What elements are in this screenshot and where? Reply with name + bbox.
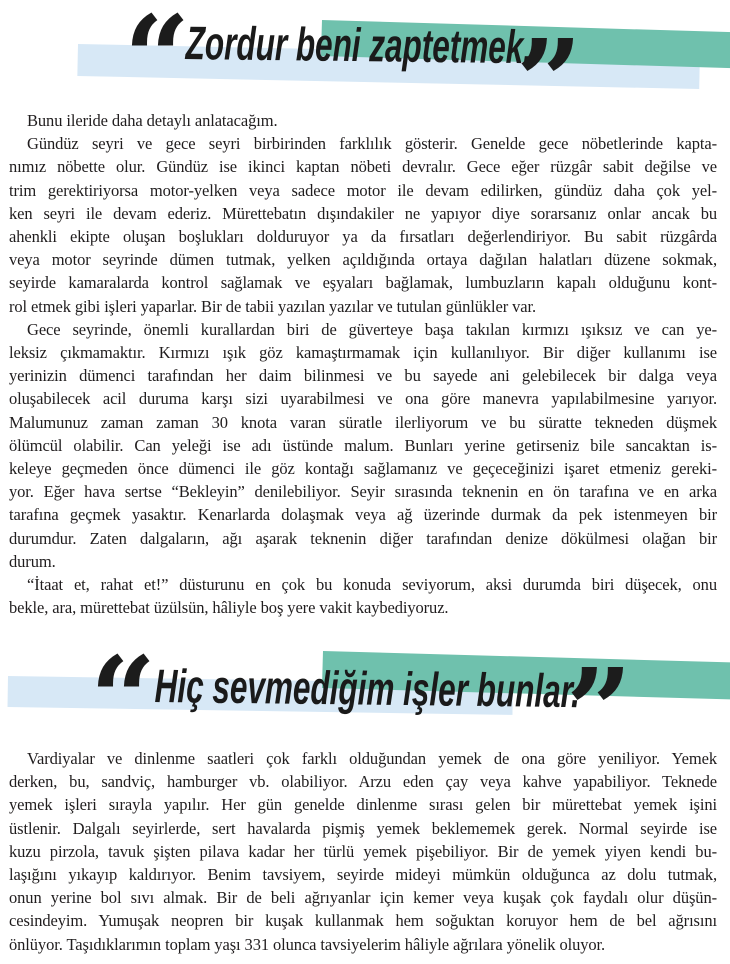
text-line: trim gerektiriyorsa motor-yelken veya sadece motor ile devam edilirken, gündüz daha çok yel- — [9, 180, 717, 200]
text-line: yemek işleri sırayla yapılır. Her gün genelde dinlenme sırası gelen bir mürettebat yemek işini — [9, 795, 717, 815]
pull-quote-text: Zordur beni zaptetmek. — [185, 16, 533, 74]
paragraph — [9, 318, 717, 573]
close-quote-icon: ” — [566, 644, 625, 779]
open-quote-icon: “ — [90, 632, 149, 767]
text-line: tarafına geçmek yasaktır. Kenarlarda dolaşmak veya ağ üzerinde durmak da pek istenmeyen bir — [9, 505, 717, 525]
text-line: durum. — [9, 551, 56, 571]
text-line: bekle, ara, mürettebat üzülsün, hâliyle boş yere vakit kaybediyoruz. — [9, 598, 449, 618]
text-line: önlüyor. Taşıdıklarımın toplam yaşı 331 olunca tavsiyelerim hâliyle ağrılara yönelik oluyor. — [9, 934, 606, 954]
text-line: ken seyri ile devam ederiz. Mürettebatın dışındakiler ne yapıyor diye sorarsanız onlar ancak bu — [9, 203, 717, 223]
paragraph — [9, 573, 717, 619]
body-text-section-1 — [9, 109, 717, 619]
text-line: durumdur. Zaten dalgaların, ağı aşarak teknenin diğer tarafından denize dökülmesi olağan bir — [9, 528, 717, 548]
text-line: seyirde kamaralarda kontrol sağlamak ve eşyaları bağlamak, lumbuzların kapalı olduğunu kont- — [9, 273, 717, 293]
text-line: yor. Eğer hava sertse “Bekleyin” denilebiliyor. Seyir sırasında teknenin en ön tarafına ve en arka — [9, 482, 717, 502]
text-line: Gündüz seyri ve gece seyri birbirinden farklılık gösterir. Genelde gece nöbetlerinde kapta- — [27, 134, 717, 154]
text-line: keleye geçmeden önce dümenci ile göz kontağı sağlamanız ve geçeceğinizi işaret etmeniz gereki- — [9, 459, 717, 479]
paragraph — [9, 132, 717, 318]
text-line: laşığını yıkayıp kaldırıyor. Benim tavsiyem, seyirde mideyi mümkün olduğunca az dolu tutmak, — [9, 865, 717, 885]
text-line: Bunu ileride daha detaylı anlatacağım. — [27, 111, 278, 130]
text-line: onun yerine bol sıvı almak. Bir de beli ağrıyanlar için kemer veya kuşak çok faydalı olur düşün- — [9, 888, 717, 908]
text-line: nımız nöbette olur. Gündüz ise ikinci kaptan nöbeti devralır. Gece eğer rüzgâr sabit değilse ve — [9, 157, 717, 177]
open-quote-icon: “ — [124, 0, 183, 126]
close-quote-icon: ” — [516, 15, 575, 150]
text-line: ölümcül olabilir. Can yeleği ise adı üstünde malum. Bunları yerine getirseniz bile sancaktan is- — [9, 435, 717, 455]
text-line: veya motor seyrinde dümen tutmak, yelken açıldığında ortaya dağılan halatları düzene sokmak, — [9, 250, 717, 270]
text-line: leksiz çıkmamaktır. Kırmızı ışık göz kamaştırmamak için kullanılıyor. Bir diğer kullanımı ise — [9, 343, 717, 363]
text-line: rol etmek gibi işleri yaparlar. Bir de tabii yazılan yazılar ve tutulan günlükler var. — [9, 296, 537, 316]
text-line: yerinizin dümenci tarafından her daim bilinmesi ve bu sayede ani gelebilecek bir dalga veya — [9, 366, 717, 386]
text-line: cesindeyim. Yumuşak neopren bir kuşak kullanmak hem soğuktan koruyor hem de bel ağrısını — [9, 911, 717, 931]
text-line: kuzu pirzola, tavuk şişten pilava kadar her türlü yemek pişebiliyor. Bir de yemek yiyen kendi bu- — [9, 841, 717, 861]
text-line: üstlenir. Dalgalı seyirlerde, sert havalarda pişmiş yemek beklememek gerek. Normal seyirde ise — [9, 818, 717, 838]
text-line: Malumunuz zaman zaman 30 knota varan süratle ilerliyorum ve bu süratte tekneden düşmek — [9, 412, 717, 432]
text-line: “İtaat et, rahat et!” düsturunu en çok bu konuda seviyorum, aksi durumda biri düşecek, onu — [27, 575, 717, 595]
paragraph — [9, 109, 717, 132]
text-line: derken, bu, sandviç, hamburger vb. olabiliyor. Arzu eden çay veya kahve yapabiliyor. Teknede — [9, 772, 717, 792]
text-line: Gece seyrinde, önemli kurallardan biri de güverteye başa takılan kırmızı ışıksız ve can ye- — [27, 319, 717, 339]
text-line: Vardiyalar ve dinlenme saatleri çok farklı olduğundan yemek de ona göre yeniliyor. Yemek — [27, 749, 717, 768]
text-line: oluşabilecek acil duruma karşı sizi uyarabilmesi ve ona göre manevra yapılabilmesine yarıyor. — [9, 389, 717, 409]
pull-quote-text: Hiç sevmediğim işler bunlar. — [154, 659, 581, 718]
text-line: ahenkli ekipte oluşan boşlukları dolduruyor ya da fırsatları değerlendiriyor. Bu sabit rüzgârda — [9, 227, 717, 247]
